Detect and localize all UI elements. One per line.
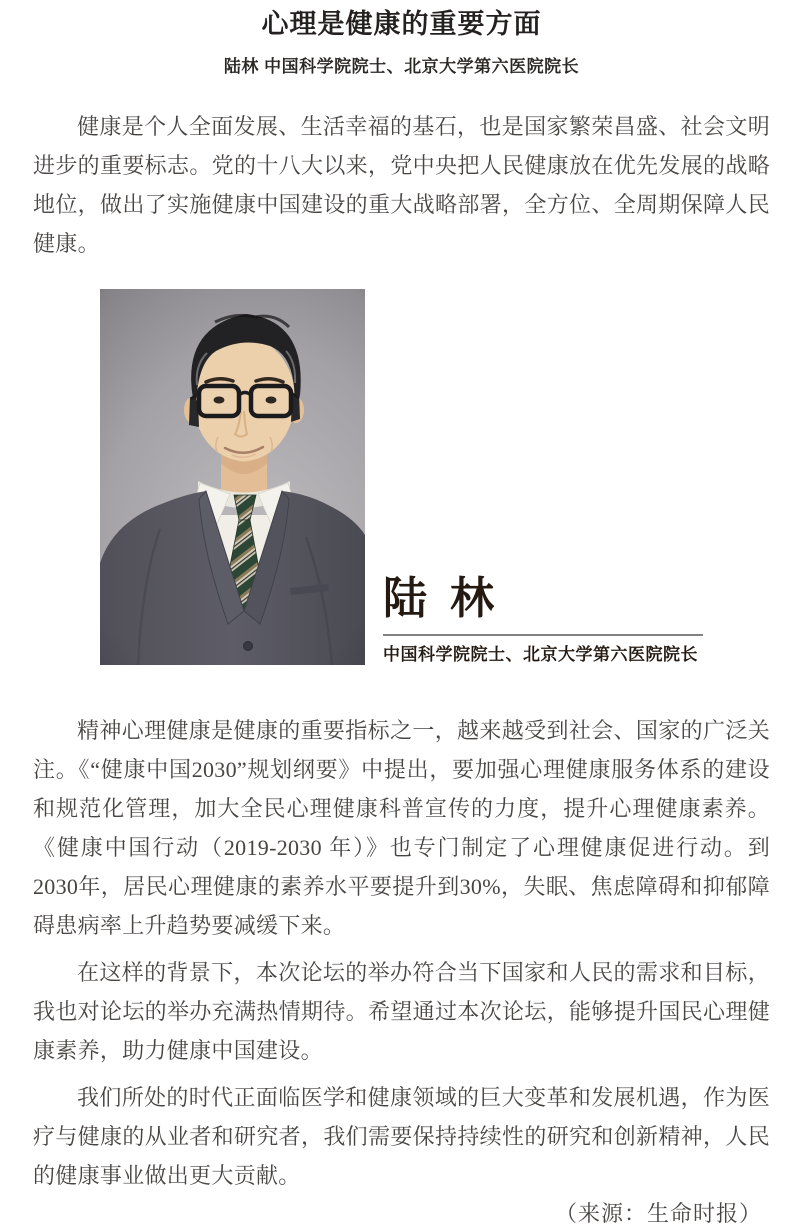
page-title: 心理是健康的重要方面 bbox=[261, 9, 542, 39]
body-paragraph-3: 在这样的背景下，本次论坛的举办符合当下国家和人民的需求和目标，我也对论坛的举办充满热情期待。希望通过本次论坛，能够提升国民心理健康素养，助力健康中国建设。 bbox=[33, 960, 770, 1063]
body-paragraph-1: 健康是个人全面发展、生活幸福的基石，也是国家繁荣昌盛、社会文明进步的重要标志。党的十八大以来，党中央把人民健康放在优先发展的战略地位，做出了实施健康中国建设的重大战略部署，全方位、全周期保障人民健康。 bbox=[33, 114, 770, 256]
portrait-photo bbox=[100, 289, 365, 665]
photo-vignette bbox=[100, 289, 365, 665]
person-title-caption: 中国科学院院士、北京大学第六医院院长 bbox=[383, 645, 698, 664]
source-attribution: （来源：生命时报） bbox=[554, 1201, 762, 1226]
body-paragraph-4: 我们所处的时代正面临医学和健康领域的巨大变革和发展机遇，作为医疗与健康的从业者和研究者，我们需要保持持续性的研究和创新精神，人民的健康事业做出更大贡献。 bbox=[33, 1085, 770, 1188]
article-page bbox=[0, 8, 800, 1226]
article-byline: 陆林 中国科学院院士、北京大学第六医院院长 bbox=[223, 57, 580, 76]
body-paragraph-2: 精神心理健康是健康的重要指标之一，越来越受到社会、国家的广泛关注。《“健康中国2030”规划纲要》中提出，要加强心理健康服务体系的建设和规范化管理，加大全民心理健康科普宣传的力度，提升心理健康素养。《健康中国行动（2019-2030 年）》也专门制定了心理健康促进行动。到2030年，居民心理健康的素养水平要提升到30%，失眠、焦虑障碍和抑郁障碍患病率上升趋势要减缓下来。 bbox=[33, 718, 770, 938]
name-card bbox=[383, 576, 703, 665]
name-underline bbox=[383, 634, 703, 636]
person-name: 陆 林 bbox=[383, 574, 500, 623]
portrait-svg bbox=[100, 289, 365, 665]
profile-block bbox=[33, 289, 770, 665]
